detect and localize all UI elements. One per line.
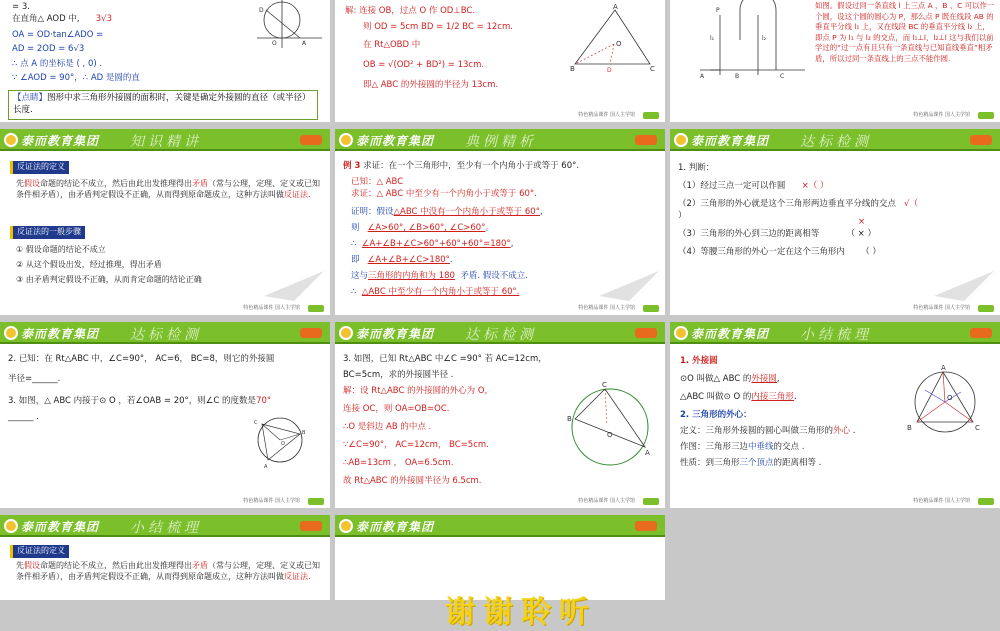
question: BC=5cm，求的外接圆半径 .: [343, 370, 454, 380]
logo-icon: [339, 519, 353, 533]
svg-text:A: A: [302, 40, 307, 47]
slide-9[interactable]: [670, 322, 1000, 508]
step: ② 从这个假设出发，经过推理，得出矛盾: [16, 260, 162, 269]
text: ∴ 点 A 的坐标是 ( , 0) .: [12, 59, 103, 69]
banner-title: 达标检测: [465, 327, 537, 343]
section-heading: [10, 545, 69, 558]
banner-badge: [635, 135, 657, 145]
keyword: 外心: [833, 426, 851, 436]
note-box: [8, 90, 318, 120]
text: ⊙O 叫做△ ABC 的: [680, 374, 752, 384]
triangle-diagram: [570, 2, 660, 72]
item: ⊙O 叫做△ ABC 的外接圆,: [680, 374, 780, 384]
svg-text:B: B: [302, 430, 306, 436]
line-diagram: [680, 0, 810, 80]
svg-text:A: A: [645, 449, 650, 457]
logo-text: 泰而教育集团: [691, 326, 770, 341]
footer: 特色精品课件 国人主学馆: [578, 112, 635, 118]
logo-text: 泰而教育集团: [21, 326, 100, 341]
logo-icon: [4, 326, 18, 340]
banner-title: 达标检测: [130, 327, 202, 343]
logo-icon: [339, 326, 353, 340]
text: ∴: [351, 287, 357, 297]
text: 的距离相等: [773, 458, 817, 468]
paper-plane-icon: [934, 271, 994, 301]
logo: [674, 132, 769, 148]
slide-11[interactable]: [335, 515, 665, 630]
logo-text: 泰而教育集团: [21, 519, 100, 534]
note-tag: 【点睛】: [13, 93, 48, 103]
banner-badge: [635, 328, 657, 338]
logo: [4, 325, 99, 341]
keyword: 假设: [24, 561, 40, 570]
mark: ×（ ）: [801, 181, 829, 191]
svg-text:C: C: [975, 424, 980, 432]
text: [12, 14, 112, 25]
text: = 3.: [12, 2, 30, 12]
svg-text:B: B: [735, 73, 740, 80]
svg-text:D: D: [607, 67, 612, 74]
banner: [335, 322, 665, 344]
banner-title: 知识精讲: [130, 134, 202, 150]
item: 作图：三角形三边中垂线的交点 .: [680, 442, 805, 452]
slide-10[interactable]: [0, 515, 330, 600]
text: 证明：假设: [351, 207, 394, 217]
svg-text:B: B: [907, 424, 912, 432]
logo-icon: [4, 519, 18, 533]
footer: 特色精品课件 国人主学馆: [243, 498, 300, 504]
heading-bar: 反证法的定义: [10, 545, 69, 558]
banner-title: 达标检测: [800, 134, 872, 150]
text: 命题的结论不成立，然后由此出发推理得出: [40, 561, 192, 570]
logo: [339, 132, 434, 148]
text: （常与公理，定理、定义或已知条件相矛盾），由矛盾判定假设不正确，从而得到原命题成立，这种方法叫做: [16, 179, 320, 199]
thanks-text: 谢谢聆听: [445, 595, 597, 630]
text: 作图：三角形三边: [680, 442, 749, 452]
slide-5[interactable]: [335, 129, 665, 315]
banner-badge: [970, 328, 992, 338]
svg-text:A: A: [941, 364, 946, 372]
banner-title: 典例精析: [465, 134, 537, 150]
text: 求证：在一个三角形中，至少有一个内角小于或等于 60°.: [363, 161, 580, 171]
proof-line: 则 ∠A>60°, ∠B>60°, ∠C>60°。: [351, 223, 494, 233]
logo-icon: [4, 133, 18, 147]
keyword: 三个顶点: [739, 458, 774, 468]
footer: 特色精品课件 国人主学馆: [913, 498, 970, 504]
mark: ×: [858, 217, 866, 227]
step: ① 假设命题的结论不成立: [16, 245, 106, 254]
text: 已知：△ ABC: [351, 177, 404, 187]
circle-diagram: [565, 377, 655, 477]
proof-line: 证明：假设△ABC 中没有一个内角小于或等于 60°,: [351, 207, 543, 217]
text: 命题的结论不成立，然后由此出发推理得出: [40, 179, 192, 188]
text: 3. 如图，△ ABC 内接于⊙ O ，若∠OAB = 20°，则∠C 的度数是: [8, 396, 257, 406]
svg-text:l₂: l₂: [762, 35, 767, 42]
item: 性质：到三角形三个顶点的距离相等 .: [680, 458, 822, 468]
keyword: 反证法: [284, 189, 308, 199]
solution-line: 解：设 Rt△ABC 的外接圆的外心为 O，: [343, 386, 494, 396]
heading-bar: 反证法的一般步骤: [10, 226, 85, 239]
logo-text: 泰而教育集团: [356, 519, 435, 534]
logo-text: 泰而教育集团: [356, 133, 435, 148]
section-heading: [10, 161, 69, 174]
text: 的交点: [773, 442, 800, 452]
solution-line: 故 Rt△ABC 的外接圆半径为 6.5cm.: [343, 476, 482, 486]
svg-text:D: D: [259, 7, 264, 14]
item: [678, 181, 828, 192]
footer-badge: [643, 112, 659, 119]
circle-diagram: [252, 0, 327, 50]
slide-2[interactable]: [335, 0, 665, 122]
banner-badge: [300, 135, 322, 145]
slide-7[interactable]: [0, 322, 330, 508]
svg-text:O: O: [272, 40, 277, 47]
text: （1）经过三点一定可以作圆: [678, 181, 786, 191]
keyword: 矛盾: [192, 561, 208, 570]
text: 矛盾. 假设不成立.: [460, 271, 528, 281]
question: 3. 如图，已知 Rt△ABC 中∠C =90° 若 AC=12cm，: [343, 354, 547, 364]
svg-text:C: C: [780, 73, 785, 80]
text: 先: [16, 179, 24, 188]
mark: √（: [904, 199, 918, 209]
text: 则 OD = 5cm BD = 1/2 BC = 12cm.: [363, 22, 513, 32]
svg-text:A: A: [613, 3, 618, 11]
question: 半径=______.: [8, 374, 61, 384]
heading: 1. 外接圆: [680, 356, 718, 366]
footer-badge: [978, 112, 994, 119]
svg-text:l₁: l₁: [710, 35, 715, 42]
logo-icon: [339, 133, 353, 147]
text: 求证：△ ABC 中至少有一个内角小于或等于 60°.: [351, 189, 537, 199]
heading-bar: 反证法的定义: [10, 161, 69, 174]
text: ）: [678, 211, 687, 221]
footer-badge: [643, 498, 659, 505]
text: 性质：到三角形: [680, 458, 740, 468]
footer: 特色精品课件 国人主学馆: [913, 112, 970, 118]
svg-text:O: O: [616, 40, 622, 48]
mark: （ ）: [861, 247, 881, 257]
banner: [0, 515, 330, 537]
keyword: 中垂线: [748, 442, 774, 452]
footer-badge: [643, 305, 659, 312]
banner-badge: [970, 135, 992, 145]
step: ③ 由矛盾判定假设不正确，从而肯定命题的结论正确: [16, 275, 202, 284]
definition-paragraph: 先假设命题的结论不成立，然后由此出发推理得出矛盾（常与公理，定理、定义或已知条件相矛盾），由矛盾判定假设不正确，从而得到原命题成立，这种方法叫做反证法.: [16, 561, 320, 581]
logo: [339, 518, 434, 534]
keyword: 假设: [24, 179, 40, 188]
svg-text:C: C: [650, 65, 655, 73]
footer: 特色精品课件 国人主学馆: [578, 305, 635, 311]
fill: △ABC 中至少有一个内角小于或等于 60°.: [361, 287, 520, 297]
svg-text:C: C: [254, 420, 258, 426]
question: 1. 判断：: [678, 163, 715, 173]
text: （常与公理，定理、定义或已知条件相矛盾），由矛盾判定假设不正确，从而得到原命题成立，这种方法叫做: [16, 561, 320, 581]
proof-line: [351, 271, 528, 282]
banner-badge: [300, 328, 322, 338]
text: △ABC 叫做⊙ O 的: [680, 392, 752, 402]
svg-text:O: O: [281, 441, 285, 447]
example-title: [343, 161, 579, 172]
fill: △ABC 中没有一个内角小于或等于 60°: [393, 207, 540, 217]
footer-badge: [308, 305, 324, 312]
logo-text: 泰而教育集团: [691, 133, 770, 148]
slide-1[interactable]: [0, 0, 330, 122]
logo-icon: [674, 326, 688, 340]
note-text: 图形中求三角形外接圆的面积时，关键是确定外接圆的直径（或半径）长度.: [13, 93, 311, 115]
banner: [0, 322, 330, 344]
mark: （ × ）: [846, 229, 876, 239]
proof-line: ∴ ∠A+∠B+∠C>60°+60°+60°=180°,: [351, 239, 514, 249]
solution-line: ∵∠C=90°， AC=12cm， BC=5cm.: [343, 440, 489, 450]
text: 即△ ABC 的外接圆的半径为 13cm.: [363, 80, 499, 90]
text: 则: [351, 223, 360, 233]
fill: 三角形的内角和为 180: [368, 271, 455, 281]
banner-badge: [300, 521, 322, 531]
section-heading: [10, 226, 85, 239]
item: [678, 229, 876, 240]
item: △ABC 叫做⊙ O 的内接三角形.: [680, 392, 797, 402]
logo-icon: [674, 133, 688, 147]
fill: 内接三角形: [751, 392, 794, 402]
logo: [4, 518, 99, 534]
svg-text:P: P: [716, 7, 720, 14]
definition-paragraph: 先假设命题的结论不成立，然后由此出发推理得出矛盾（常与公理，定理、定义或已知条件相矛盾），由矛盾判定假设不正确，从而得到原命题成立，这种方法叫做反证法.: [16, 179, 320, 199]
banner-badge: [635, 521, 657, 531]
paper-plane-icon: [599, 271, 659, 301]
fill: ∠A+∠B+∠C>180°: [367, 255, 450, 265]
text: 在直角△ AOD 中,: [12, 14, 80, 24]
slide-3[interactable]: [670, 0, 1000, 122]
fill: ∠A>60°, ∠B>60°, ∠C>60°: [367, 223, 486, 233]
text: OA = OD·tan∠ADO =: [12, 30, 104, 40]
text: 先: [16, 561, 24, 570]
fill: ∠A+∠B+∠C>60°+60°+60°=180°: [361, 239, 511, 249]
slide-6[interactable]: [670, 129, 1000, 315]
banner-title: 小结梳理: [800, 327, 872, 343]
slide-8[interactable]: [335, 322, 665, 508]
banner: [0, 129, 330, 151]
logo: [339, 325, 434, 341]
text: 定义：三角形外接圆的圆心叫做三角形的: [680, 426, 834, 436]
logo-text: 泰而教育集团: [21, 133, 100, 148]
answer: 3√3: [95, 14, 112, 24]
text: ∴: [351, 239, 357, 249]
item: [678, 247, 881, 258]
text: 这与: [351, 271, 369, 281]
item: [678, 211, 687, 222]
svg-text:B: B: [567, 415, 572, 423]
item: 定义：三角形外接圆的圆心叫做三角形的外心 .: [680, 426, 856, 436]
svg-text:A: A: [700, 73, 705, 80]
svg-text:A: A: [264, 464, 268, 470]
question: ______ .: [8, 412, 39, 422]
proof-text: 如图。假设过同一条直线 l 上三点 A 、B 、C 可以作一个圆，设这个圆的圆心为 P，那么点 P 既在线段 AB 的垂直平分线 l₁ 上，又在线段 BC 的垂直平分线 l₂ 上，即点 P 为 l₁ 与 l₂ 的交点，而 l₁⊥l，l₂⊥l 这与我们以前学过的“过一点有且只有一条直线与已知直线垂直”相矛盾，所以过同一条直线上的三点不能作圆.: [815, 1, 995, 63]
banner: [670, 129, 1000, 151]
circle-diagram: [250, 412, 310, 472]
solution-line: ∴O 是斜边 AB 的中点 .: [343, 422, 432, 432]
item: [678, 199, 918, 210]
footer-badge: [978, 498, 994, 505]
text: ∵ ∠AOD = 90°，∴ AD 是圆的直: [12, 73, 140, 83]
footer: 特色精品课件 国人主学馆: [913, 305, 970, 311]
banner: [670, 322, 1000, 344]
svg-text:O: O: [607, 431, 613, 439]
logo: [4, 132, 99, 148]
text: AD = 2OD = 6√3: [12, 44, 85, 54]
text: 解: 连接 OB，过点 O 作 OD⊥BC.: [345, 6, 476, 16]
text: 即: [351, 255, 360, 265]
example-label: 例 3: [343, 161, 361, 171]
question: [8, 396, 271, 407]
answer: 70°: [256, 396, 272, 406]
footer-badge: [308, 498, 324, 505]
footer-badge: [978, 305, 994, 312]
footer: 特色精品课件 国人主学馆: [243, 305, 300, 311]
svg-text:B: B: [570, 65, 575, 73]
text: （4）等腰三角形的外心一定在这个三角形内: [678, 247, 845, 257]
banner: [335, 129, 665, 151]
keyword: 矛盾: [192, 179, 208, 188]
heading: 2. 三角形的外心：: [680, 410, 752, 420]
banner: [335, 515, 665, 537]
logo-text: 泰而教育集团: [356, 326, 435, 341]
svg-text:O: O: [947, 394, 953, 402]
keyword: 反证法: [284, 571, 308, 581]
text: OB = √(OD² + BD²) = 13cm.: [363, 60, 485, 70]
text: 在 Rt△OBD 中: [363, 40, 421, 50]
solution-line: ∴AB=13cm ， OA=6.5cm.: [343, 458, 454, 468]
logo: [674, 325, 769, 341]
circle-diagram: [905, 364, 985, 444]
proof-line: 即 ∠A+∠B+∠C>180°.: [351, 255, 453, 265]
banner-title: 小结梳理: [130, 520, 202, 536]
solution-line: 连接 OC，则 OA=OB=OC.: [343, 404, 450, 414]
fill: 外接圆: [751, 374, 777, 384]
slide-4[interactable]: [0, 129, 330, 315]
proof-line: [351, 287, 519, 298]
text: （3）三角形的外心到三边的距离相等: [678, 229, 820, 239]
footer: 特色精品课件 国人主学馆: [578, 498, 635, 504]
question: 2. 已知：在 Rt△ABC 中，∠C=90°， AC=6， BC=8，则它的外接圆: [8, 354, 275, 364]
text: （2）三角形的外心就是这个三角形两边垂直平分线的交点: [678, 199, 896, 209]
svg-text:C: C: [602, 381, 607, 389]
paper-plane-icon: [264, 271, 324, 301]
